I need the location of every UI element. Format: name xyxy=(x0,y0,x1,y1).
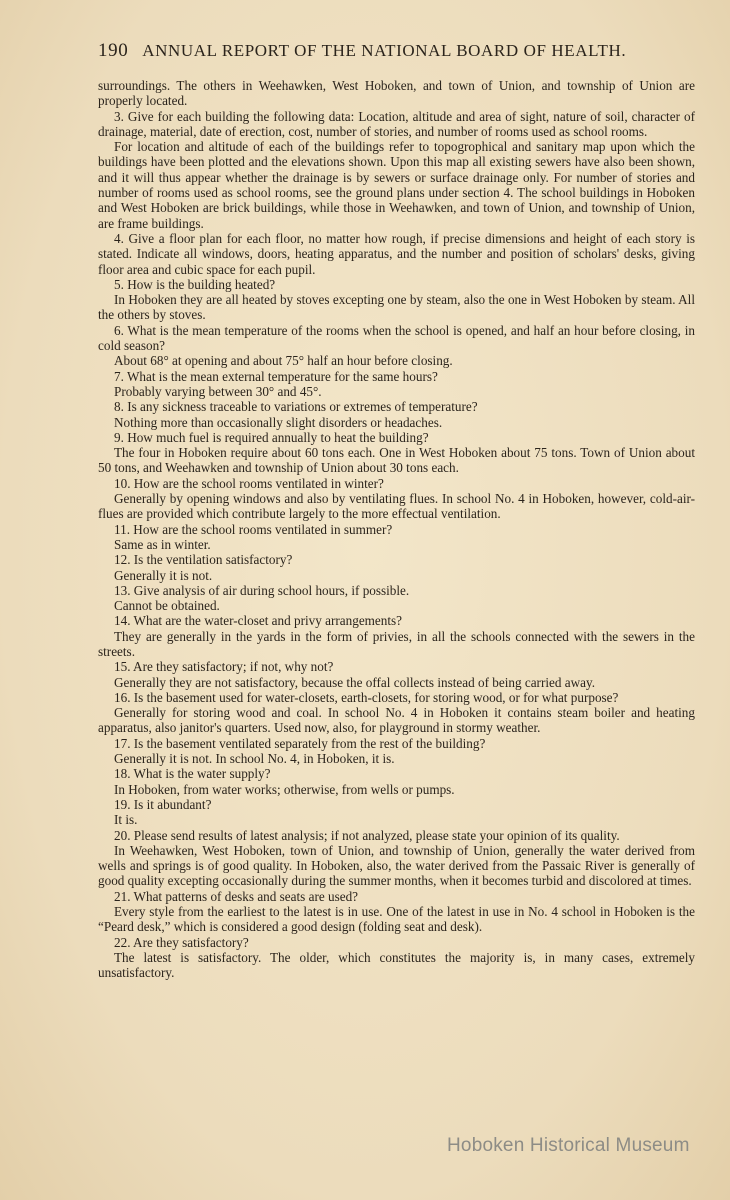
question-paragraph: 21. What patterns of desks and seats are used? xyxy=(114,888,359,904)
answer-paragraph: In Weehawken, West Hoboken, town of Union, and township of Union, generally the water derived from wells and springs is of good quality. In Hoboken, also, the water derived from the Passaic River is generally of good quality excepting occasionally during the summer months, when it becomes turbid and discolored at times. xyxy=(98,842,695,889)
question-paragraph: 20. Please send results of latest analysis; if not analyzed, please state your opinion of its quality. xyxy=(114,827,620,843)
question-paragraph: 13. Give analysis of air during school hours, if possible. xyxy=(114,582,410,598)
answer-paragraph: Nothing more than occasionally slight disorders or headaches. xyxy=(114,414,443,430)
report-body xyxy=(98,78,695,981)
question-paragraph: 6. What is the mean temperature of the rooms when the school is opened, and half an hour before closing, in cold season? xyxy=(98,322,695,354)
answer-paragraph: In Hoboken, from water works; otherwise, from wells or pumps. xyxy=(114,781,455,797)
answer-paragraph: Probably varying between 30° and 45°. xyxy=(114,383,322,399)
answer-paragraph: In Hoboken they are all heated by stoves excepting one by steam, also the one in West Hoboken by steam. All the others by stoves. xyxy=(98,292,695,323)
question-paragraph: 16. Is the basement used for water-closets, earth-closets, for storing wood, or for what purpose? xyxy=(114,689,619,705)
answer-paragraph: Generally it is not. In school No. 4, in Hoboken, it is. xyxy=(114,751,395,767)
question-paragraph: 7. What is the mean external temperature for the same hours? xyxy=(114,368,438,384)
question-paragraph: 17. Is the basement ventilated separately from the rest of the building? xyxy=(114,735,486,751)
page-number: 190 xyxy=(98,40,129,61)
answer-paragraph: Generally they are not satisfactory, because the offal collects instead of being carried away. xyxy=(114,674,596,690)
question-paragraph: 4. Give a floor plan for each floor, no matter how rough, if precise dimensions and height of each story is stated. Indicate all windows, doors, heating apparatus, and the number and position of scholars' desks, giving floor area and cubic space for each pupil. xyxy=(98,230,695,277)
answer-paragraph: Same as in winter. xyxy=(114,536,211,552)
answer-paragraph: Cannot be obtained. xyxy=(114,598,220,614)
answer-paragraph: It is. xyxy=(114,812,138,828)
museum-watermark: Hoboken Historical Museum xyxy=(447,1135,690,1156)
question-paragraph: 12. Is the ventilation satisfactory? xyxy=(114,552,293,568)
answer-paragraph: Generally for storing wood and coal. In school No. 4 in Hoboken it contains steam boiler and heating apparatus, also janitor's quarters. Used now, also, for playground in stormy weather. xyxy=(98,705,695,736)
answer-paragraph: They are generally in the yards in the form of privies, in all the schools connected with the sewers in the streets. xyxy=(98,628,695,659)
question-paragraph: 11. How are the school rooms ventilated in summer? xyxy=(114,521,393,537)
question-paragraph: 9. How much fuel is required annually to heat the building? xyxy=(114,429,429,445)
question-paragraph: 14. What are the water-closet and privy arrangements? xyxy=(114,613,403,629)
question-paragraph: 15. Are they satisfactory; if not, why not? xyxy=(114,659,334,675)
question-paragraph: 22. Are they satisfactory? xyxy=(114,934,249,950)
page-header xyxy=(98,40,658,62)
answer-paragraph: Generally it is not. xyxy=(114,567,213,583)
continued-paragraph: surroundings. The others in Weehawken, West Hoboken, and town of Union, and township of Union are properly located. xyxy=(98,78,695,109)
answer-paragraph: Every style from the earliest to the latest is in use. One of the latest in use in No. 4 school in Hoboken is the “Peard desk,” which is considered a good design (folding seat and desk). xyxy=(98,904,695,935)
question-paragraph: 5. How is the building heated? xyxy=(114,276,276,292)
answer-paragraph: For location and altitude of each of the buildings refer to topogrophical and sanitary map upon which the buildings have been plotted and the elevations shown. Upon this map all existing sewers have also been shown, and it will thus appear whether the drainage is by sewers or surface drainage only. For number of stories and number of rooms used as school rooms, see the ground plans under section 4. The school buildings in Hoboken and West Hoboken are brick buildings, while those in Weehawken, and town of Union, and township of Union, are frame buildings. xyxy=(98,139,695,231)
question-paragraph: 19. Is it abundant? xyxy=(114,796,212,812)
question-paragraph: 3. Give for each building the following data: Location, altitude and area of sight, nature of soil, character of drainage, material, date of erection, cost, number of stories, and number of rooms used as school rooms. xyxy=(98,108,695,139)
question-paragraph: 18. What is the water supply? xyxy=(114,766,271,782)
question-paragraph: 8. Is any sickness traceable to variations or extremes of temperature? xyxy=(114,399,478,415)
answer-paragraph: Generally by opening windows and also by ventilating flues. In school No. 4 in Hoboken, however, cold-air-flues are provided which contribute largely to the more effectual ventilation. xyxy=(98,491,695,522)
running-title: ANNUAL REPORT OF THE NATIONAL BOARD OF HEALTH. xyxy=(142,41,627,60)
answer-paragraph: About 68° at opening and about 75° half an hour before closing. xyxy=(114,353,453,369)
answer-paragraph: The four in Hoboken require about 60 tons each. One in West Hoboken about 75 tons. Town of Union about 50 tons, and Weehawken and township of Union about 30 tons each. xyxy=(98,445,695,476)
answer-paragraph: The latest is satisfactory. The older, which constitutes the majority is, in many cases, extremely unsatisfactory. xyxy=(98,949,695,981)
question-paragraph: 10. How are the school rooms ventilated in winter? xyxy=(114,475,384,491)
